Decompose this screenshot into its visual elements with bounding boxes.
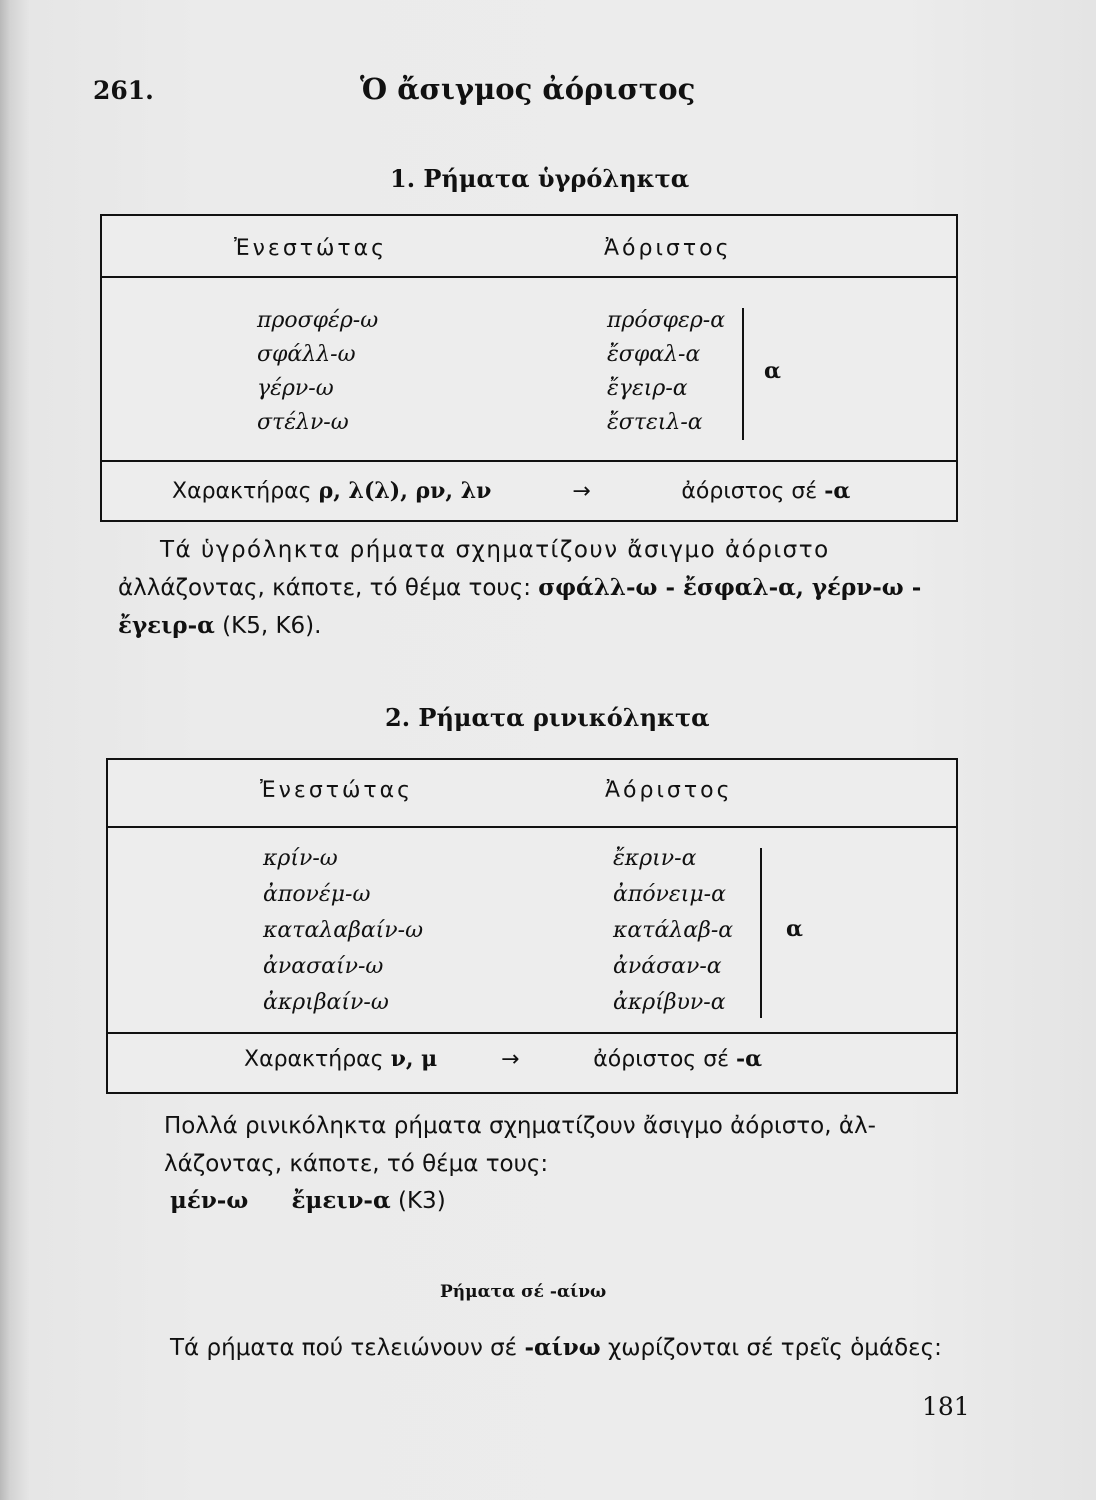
table2-title: 2. Ρήματα ρινικόληκτα	[385, 703, 710, 732]
table2-aorist-2: ἀπόνειμ-α	[613, 882, 726, 907]
para1-line3	[118, 608, 321, 644]
table1-footer-chars: ρ, λ(λ), ρν, λν	[318, 478, 492, 504]
table2-aorist-1: ἔκριν-α	[613, 846, 697, 871]
table2-header-present: Ἐνεστώτας	[260, 778, 414, 803]
table2-header-aorist: Ἀόριστος	[605, 778, 733, 803]
table1-present-3: γέρν-ω	[257, 376, 334, 401]
page-title: Ὁ ἄσιγμος ἀόριστος	[360, 72, 696, 106]
para2-line2: λάζοντας, κάποτε, τό θέμα τους:	[164, 1151, 549, 1177]
table2-present-2: ἀπονέμ-ω	[263, 882, 371, 907]
table1-ending: α	[764, 358, 781, 384]
table1-aorist-1: πρόσφερ-α	[607, 308, 726, 333]
para3-before: Τά ρήματα πού τελειώνουν σέ	[170, 1335, 518, 1361]
table2-bracket	[760, 848, 762, 1018]
arrow-icon: →	[572, 479, 591, 504]
para2-line1: Πολλά ρινικόληκτα ρήματα σχηματίζουν ἄσιγμο ἀόριστο, ἀλ-	[164, 1113, 876, 1139]
table2-present-5: ἀκριβαίν-ω	[263, 990, 389, 1015]
table2-header-divider	[108, 826, 956, 828]
table2-aorist-3: κατάλαβ-α	[613, 918, 734, 943]
table1-present-4: στέλν-ω	[257, 410, 349, 435]
table2-aorist-4: ἀνάσαν-α	[613, 954, 722, 979]
table2-footer	[244, 1046, 762, 1072]
table2-present-4: ἀνασαίν-ω	[263, 954, 384, 979]
para1-line2	[118, 570, 921, 606]
table2-present-3: καταλαβαίν-ω	[263, 918, 424, 943]
table1-header-aorist: Ἀόριστος	[604, 236, 732, 261]
arrow-icon: →	[501, 1047, 520, 1072]
table2-footer-label: Χαρακτήρας	[244, 1047, 384, 1072]
table1-title: 1. Ρήματα ὑγρόληκτα	[390, 164, 690, 193]
table1-footer-suffix: -α	[824, 478, 851, 504]
para1-line3-ref: (Κ5, Κ6).	[222, 613, 322, 639]
para1-line2-example: σφάλλ-ω - ἔσφαλ-α, γέρν-ω -	[538, 574, 922, 601]
table2-ending: α	[786, 916, 803, 942]
table2	[106, 758, 958, 1094]
para2-example-aorist: ἔμειν-α	[291, 1187, 391, 1214]
table2-footer-chars: ν, μ	[390, 1046, 438, 1072]
para3-after: χωρίζονται σέ τρεῖς ὁμάδες:	[607, 1335, 942, 1361]
para3	[170, 1330, 942, 1366]
para2-example-ref: (Κ3)	[398, 1188, 446, 1214]
table1-footer-divider	[102, 460, 956, 462]
table1	[100, 214, 958, 522]
table1-aorist-2: ἔσφαλ-α	[607, 342, 701, 367]
subsection-title: Ρήματα σέ -αίνω	[440, 1282, 607, 1302]
table1-aorist-4: ἔστειλ-α	[607, 410, 703, 435]
para2-example	[170, 1183, 446, 1219]
para1-line2-text: ἀλλάζοντας, κάποτε, τό θέμα τους:	[118, 575, 531, 601]
table2-footer-suffix: -α	[736, 1046, 763, 1072]
para3-bold: -αίνω	[524, 1334, 601, 1361]
table1-footer-label: Χαρακτήρας	[172, 479, 312, 504]
table1-present-2: σφάλλ-ω	[257, 342, 356, 367]
para1-line1: Τά ὑγρόληκτα ρήματα σχηματίζουν ἄσιγμο ἀόριστο	[160, 537, 830, 563]
section-number: 261.	[93, 76, 154, 105]
table1-aorist-3: ἔγειρ-α	[607, 376, 688, 401]
table2-aorist-5: ἀκρίβυν-α	[613, 990, 726, 1015]
table1-footer	[172, 478, 850, 504]
table1-footer-result: ἀόριστος σέ	[681, 479, 818, 504]
table1-header-divider	[102, 276, 956, 278]
para1-line3-example: ἔγειρ-α	[118, 612, 215, 639]
table2-footer-result: ἀόριστος σέ	[593, 1047, 730, 1072]
table1-present-1: προσφέρ-ω	[257, 308, 379, 333]
para2-example-present: μέν-ω	[170, 1187, 249, 1214]
table1-header-present: Ἐνεστώτας	[234, 236, 388, 261]
table2-present-1: κρίν-ω	[263, 846, 338, 871]
table2-footer-divider	[108, 1032, 956, 1034]
page-number: 181	[922, 1392, 970, 1421]
table1-bracket	[742, 308, 744, 440]
